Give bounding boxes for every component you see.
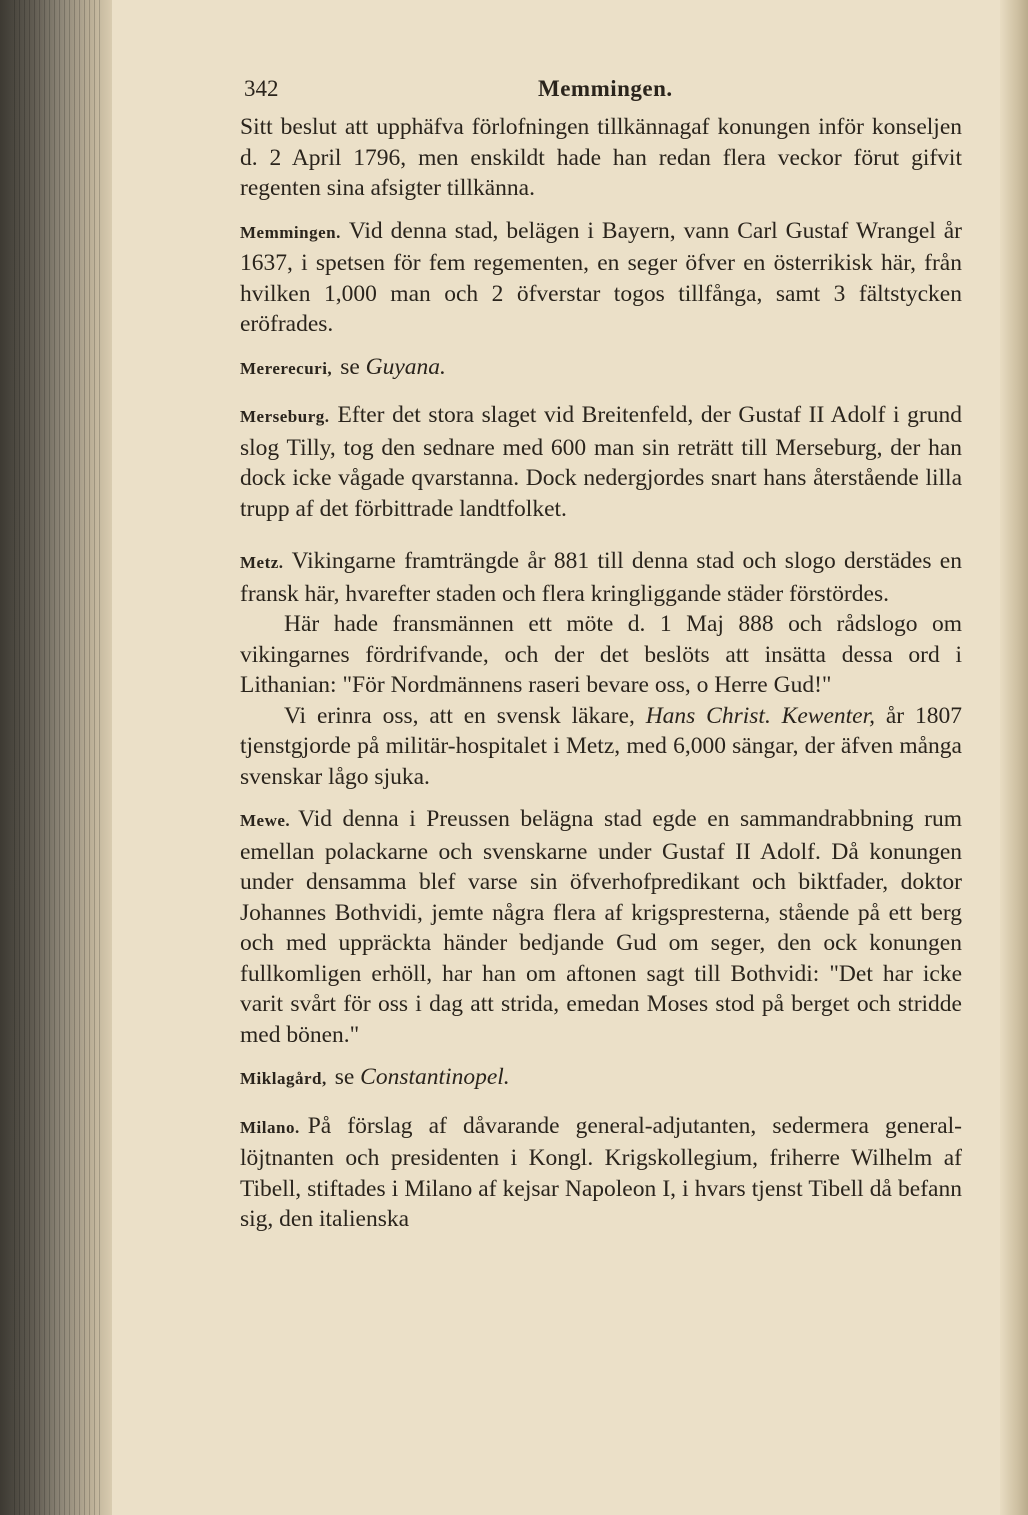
entry-metz bbox=[240, 546, 962, 609]
entry-miklagard bbox=[240, 1062, 962, 1095]
entry-text: På förslag af dåvarande general-adjutanten, sedermera general-löjtnanten och presidenten i Kongl. Krigskollegium, friherre Wilhelm af Tibell, stiftades i Milano af kejsar Napoleon I, i hvars tjenst Tibell då befann sig, den italienska bbox=[240, 1112, 962, 1232]
entry-text: Vid denna i Preussen belägna stad egde en sammandrabbning rum emellan polackarne och svenskarne under Gustaf II Adolf. Då konungen under densamma blef varse sin öfverhofpredikant och biktfader, doktor Johannes Bothvidi, jemte några flera af krigspresterna, stående på ett berg och med uppräckta händer bedjande Gud om seger, den ock konungen fullkomligen erhöll, har han om aftonen sagt till Bothvidi: "Det har icke varit svårt för oss i dag att strida, emedan Moses stod på berget och stridde med bönen." bbox=[240, 806, 962, 1048]
page-text bbox=[240, 112, 962, 1235]
paragraph-continuation: Sitt beslut att upphäfva förlofningen tillkännagaf konungen inför konseljen d. 2 April 1796, men enskildt hade han redan flera veckor förut gifvit regenten sina afsigter tillkänna. bbox=[240, 114, 962, 201]
running-title: Memmingen. bbox=[538, 76, 673, 101]
entry-memmingen bbox=[240, 216, 962, 340]
paragraph-metz-3 bbox=[240, 701, 962, 793]
entry-text: se bbox=[340, 353, 360, 380]
entry-mewe bbox=[240, 804, 962, 1050]
paragraph-metz-2: Här hade fransmännen ett möte d. 1 Maj 888 och rådslogo om vikingarnes fördrifvande, och der det beslöts att insätta dessa ord i Lithanian: "För Nordmännens raseri bevare oss, o Herre Gud!" bbox=[240, 611, 962, 698]
entry-text: Vikingarne framträngde år 881 till denna stad och slogo derstädes en fransk här, hvarefter staden och flera kringliggande städer förstördes. bbox=[240, 548, 962, 607]
cross-reference: Guyana. bbox=[365, 353, 446, 380]
entry-heading: Metz. bbox=[240, 553, 284, 572]
entry-heading: Miklagård, bbox=[240, 1069, 327, 1088]
entry-merseburg bbox=[240, 400, 962, 524]
entry-text: Efter det stora slaget vid Breitenfeld, der Gustaf II Adolf i grund slog Tilly, tog den sednare med 600 man sin reträtt till Merseburg, der han dock icke vågade qvarstanna. Dock nedergjordes snart hans återstående lilla trupp af det förbittrade landtfolket. bbox=[240, 402, 962, 522]
entry-heading: Mewe. bbox=[240, 811, 291, 830]
paragraph-text: år 1807 tjenstgjorde på militär-hospitalet i Metz, med 6,000 sängar, der äfven många svenskar lågo sjuka. bbox=[240, 702, 962, 790]
cross-reference: Constantinopel. bbox=[360, 1064, 510, 1090]
right-page-edge bbox=[1000, 0, 1028, 1515]
entry-heading: Memmingen. bbox=[240, 222, 341, 242]
book-page bbox=[240, 72, 962, 1247]
entry-mererecuri bbox=[240, 352, 962, 385]
entry-milano bbox=[240, 1111, 962, 1235]
person-name: Hans Christ. Kewenter, bbox=[645, 702, 876, 729]
paragraph-text: Vi erinra oss, att en svensk läkare, bbox=[284, 702, 635, 729]
entry-text: se bbox=[334, 1064, 355, 1090]
page-number: 342 bbox=[244, 76, 279, 101]
page-edges bbox=[14, 0, 104, 1515]
entry-heading: Mererecuri, bbox=[240, 358, 333, 378]
entry-text: Vid denna stad, belägen i Bayern, vann Carl Gustaf Wrangel år 1637, i spetsen för fem regementen, en seger öfver en österrikisk här, från hvilken 1,000 man och 2 öfverstar togos tillfånga, samt 3 fältstycken eröfrades. bbox=[240, 217, 962, 337]
entry-heading: Milano. bbox=[240, 1117, 300, 1137]
entry-heading: Merseburg. bbox=[240, 407, 330, 426]
page-header bbox=[240, 72, 962, 112]
